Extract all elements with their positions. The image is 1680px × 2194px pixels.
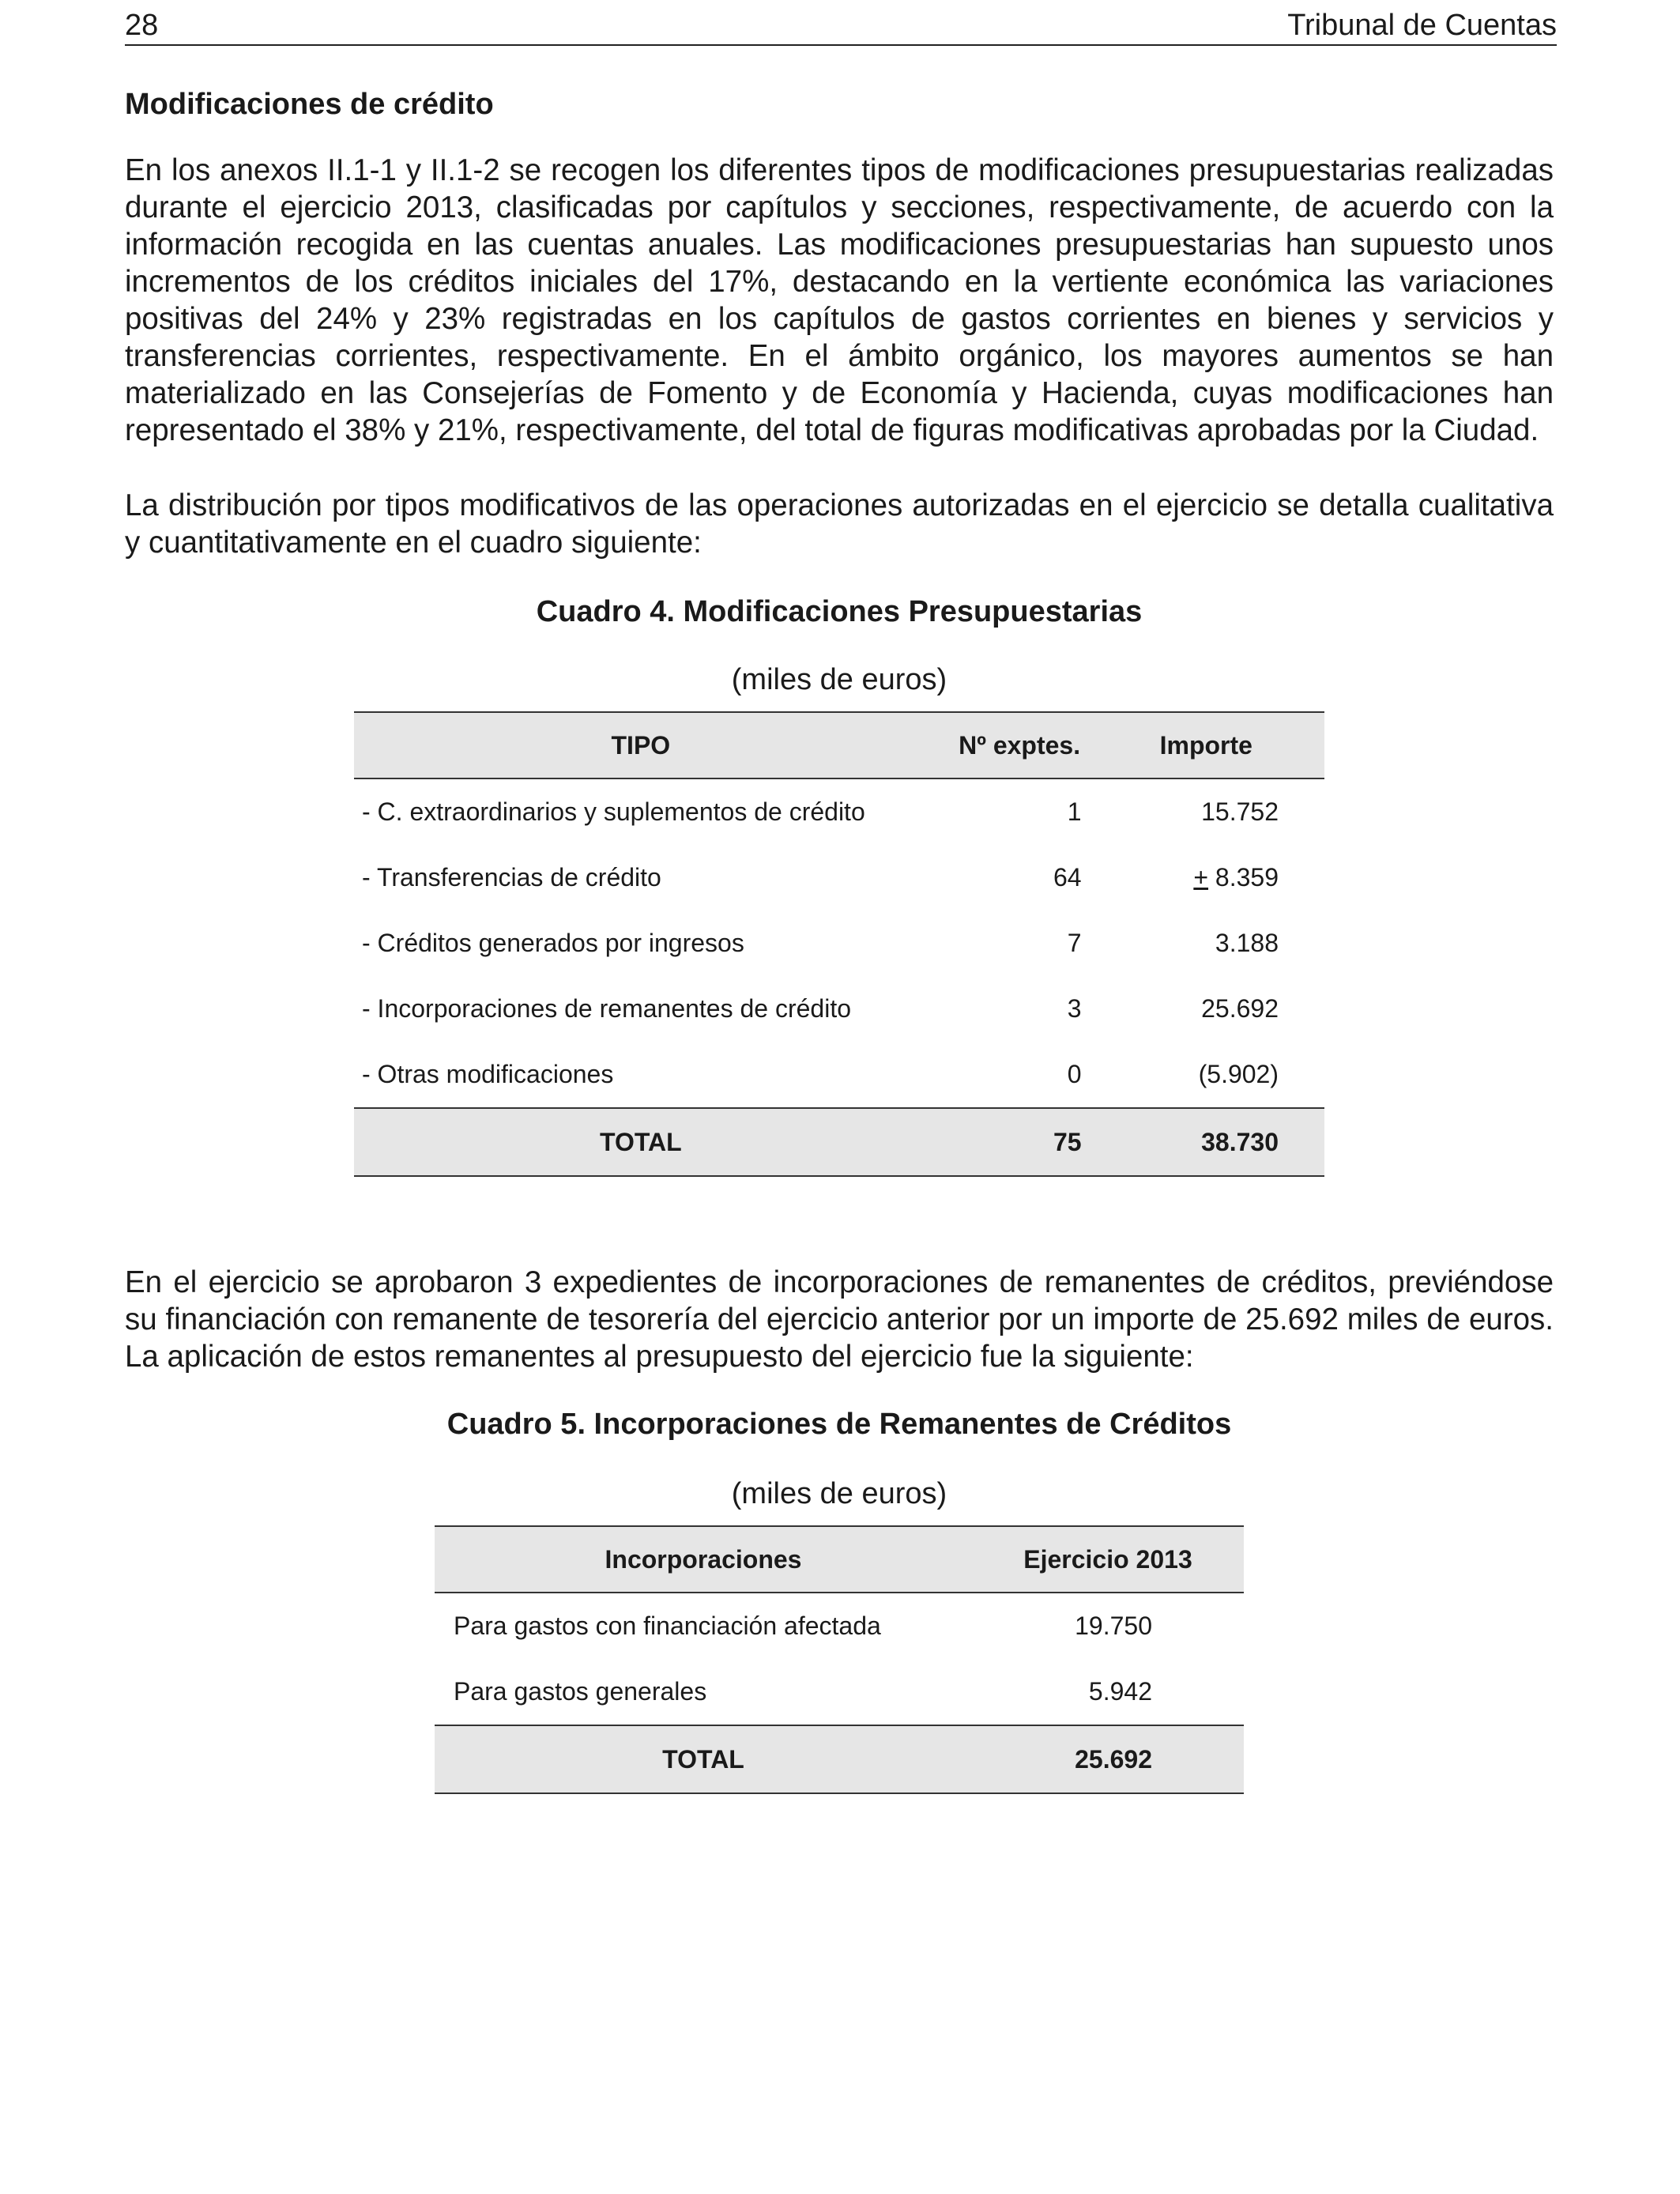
row-amount: 8.359: [1215, 863, 1279, 892]
table-row: [435, 1593, 1244, 1659]
row-amount-cell: [1112, 845, 1324, 910]
page-number: 28: [125, 9, 159, 42]
table5-caption: Cuadro 5. Incorporaciones de Remanentes de Créditos: [446, 1408, 1232, 1441]
column-header-tipo: TIPO: [354, 712, 928, 778]
total-amount: 38.730: [1112, 1108, 1324, 1176]
paragraph-2: La distribución por tipos modificativos de las operaciones autorizadas en el ejercicio se detalla cualitativa y cuantitativamente en el cuadro siguiente:: [125, 488, 1554, 560]
total-count: 75: [928, 1108, 1112, 1176]
row-amount: 19.750: [1075, 1612, 1152, 1640]
table4-units: (miles de euros): [731, 663, 947, 696]
paragraph-1: En los anexos II.1-1 y II.1-2 se recogen los diferentes tipos de modificaciones presupuestarias realizadas durante el ejercicio 2013, clasificadas por capítulos y secciones, respectivamente, de acuerdo con la información recogida en las cuentas anuales. Las modificaciones presupuestarias han supuesto unos incrementos de los créditos iniciales del 17%, destacando en la vertiente económica las variaciones positivas del 24% y 23% registradas en los capítulos de gastos corrientes en bienes y servicios y transferencias corrientes, respectivamente. En el ámbito orgánico, los mayores aumentos se han materializado en las Consejerías de Fomento y de Economía y Hacienda, cuyas modificaciones han representado el 38% y 21%, respectivamente, del total de figuras modificativas aprobadas por la Ciudad.: [125, 153, 1554, 447]
plus-minus-sign: +: [1193, 863, 1209, 892]
table-row: [435, 1659, 1244, 1725]
row-type: - Otras modificaciones: [362, 1060, 614, 1088]
total-label: TOTAL: [435, 1725, 972, 1793]
total-label: TOTAL: [354, 1108, 928, 1176]
table-row: [354, 910, 1324, 976]
total-amount: 25.692: [972, 1725, 1244, 1793]
row-count: 7: [1067, 929, 1082, 957]
table-row: [354, 845, 1324, 910]
publisher-name: Tribunal de Cuentas: [1287, 9, 1557, 42]
row-amount: 15.752: [1201, 797, 1279, 826]
row-amount: 5.942: [1088, 1677, 1152, 1706]
row-concept: Para gastos con financiación afectada: [454, 1612, 881, 1640]
row-amount: (5.902): [1198, 1060, 1279, 1088]
row-type: - Créditos generados por ingresos: [362, 929, 744, 957]
row-type: - Transferencias de crédito: [362, 863, 661, 892]
table-row: [354, 976, 1324, 1042]
table-row: [354, 1042, 1324, 1108]
page-header: [125, 6, 1557, 46]
table5-units: (miles de euros): [731, 1477, 947, 1510]
row-concept: Para gastos generales: [454, 1677, 707, 1706]
page-content: [125, 85, 1554, 1794]
budget-modifications-table: [354, 711, 1324, 1177]
table-header-row: [435, 1526, 1244, 1593]
column-header-ejercicio: Ejercicio 2013: [972, 1526, 1244, 1593]
remainders-table: [435, 1525, 1244, 1794]
row-count: 3: [1067, 994, 1082, 1023]
section-title: Modificaciones de crédito: [125, 88, 494, 121]
table4-caption: Cuadro 4. Modificaciones Presupuestarias: [536, 595, 1143, 628]
row-amount: 25.692: [1201, 994, 1279, 1023]
row-count: 64: [1053, 863, 1082, 892]
table-header-row: [354, 712, 1324, 778]
table-total-row: [435, 1725, 1244, 1793]
table-total-row: [354, 1108, 1324, 1176]
row-type: - Incorporaciones de remanentes de crédito: [362, 994, 852, 1023]
row-type: - C. extraordinarios y suplementos de crédito: [362, 797, 865, 826]
paragraph-3: En el ejercicio se aprobaron 3 expedientes de incorporaciones de remanentes de créditos, previéndose su financiación con remanente de tesorería del ejercicio anterior por un importe de 25.692 miles de euros. La aplicación de estos remanentes al presupuesto del ejercicio fue la siguiente:: [125, 1265, 1554, 1374]
column-header-importe: Importe: [1112, 712, 1324, 778]
row-count: 1: [1067, 797, 1082, 826]
column-header-exptes: Nº exptes.: [928, 712, 1112, 778]
column-header-incorporaciones: Incorporaciones: [435, 1526, 972, 1593]
table-row: [354, 778, 1324, 845]
row-count: 0: [1067, 1060, 1082, 1088]
row-amount: 3.188: [1215, 929, 1279, 957]
